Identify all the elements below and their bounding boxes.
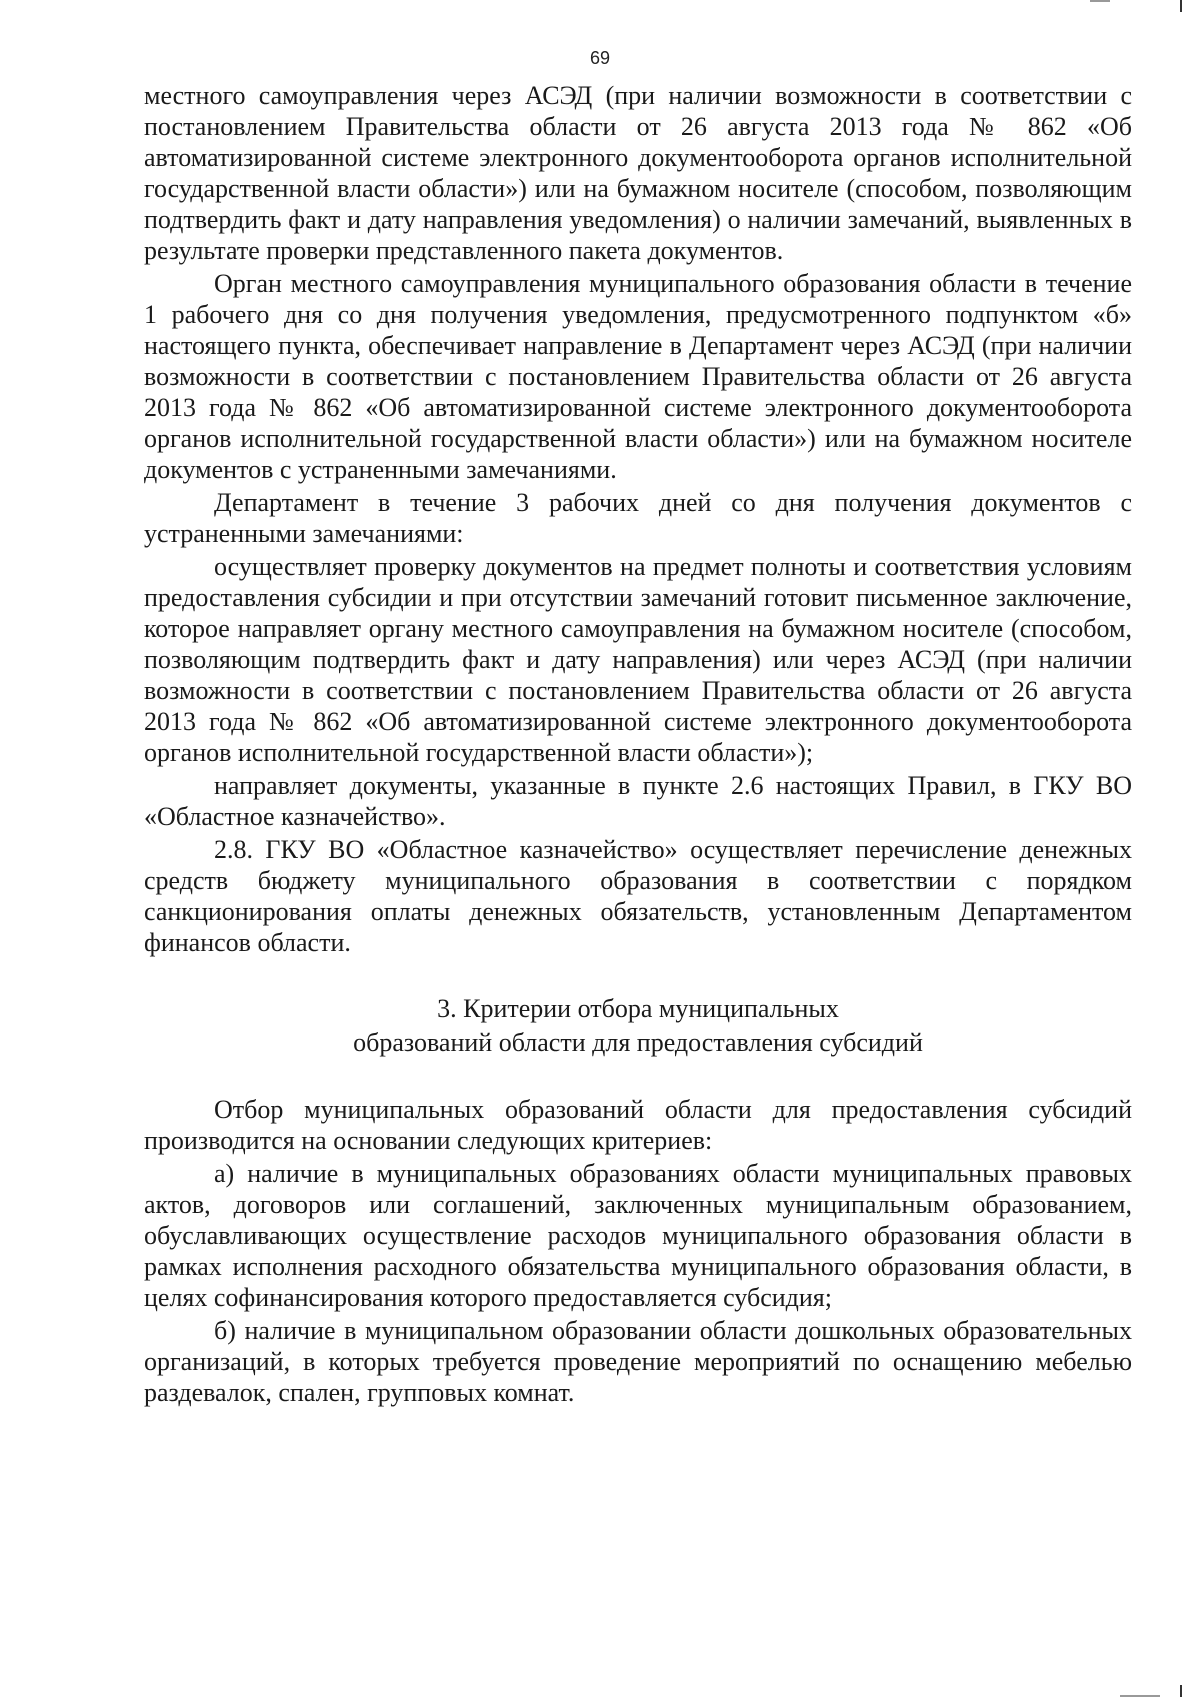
- section-heading-line-2: образований области для предоставления субсидий: [353, 1028, 923, 1057]
- paragraph-forwarding: направляет документы, указанные в пункте 2.6 настоящих Правил, в ГКУ ВО «Областное казначейство».: [144, 771, 1132, 831]
- section-heading-line-1: 3. Критерии отбора муниципальных: [437, 994, 839, 1023]
- paragraph-local-authority: Орган местного самоуправления муниципального образования области в течение 1 рабочего дня со дня получения уведомления, предусмотренного подпунктом «б» настоящего пункта, обеспечивает направление в Департамент через АСЭД (при наличии возможности в соответствии с постановлением Правительства области от 26 августа 2013 года № 862 «Об автоматизированной системе электронного документооборота органов исполнительной государственной власти области») или на бумажном носителе документов с устраненными замечаниями.: [144, 269, 1132, 484]
- section-heading: [144, 992, 1132, 1060]
- scan-artifact: [1180, 0, 1182, 12]
- page-number: 69: [589, 48, 611, 68]
- paragraph-criterion-a: а) наличие в муниципальных образованиях области муниципальных правовых актов, договоров или соглашений, заключенных муниципальным образованием, обуславливающих осуществление расходов муниципального образования области в рамках исполнения расходного обязательства муниципального образования области, в целях софинансирования которого предоставляется субсидия;: [144, 1159, 1132, 1312]
- paragraph-continuation: местного самоуправления через АСЭД (при наличии возможности в соответствии с постановлением Правительства области от 26 августа 2013 года № 862 «Об автоматизированной системе электронного документооборота органов исполнительной государственной власти области») или на бумажном носителе (способом, позволяющим подтвердить факт и дату направления уведомления) о наличии замечаний, выявленных в результате проверки представленного пакета документов.: [144, 81, 1132, 265]
- scan-artifact: [1090, 0, 1110, 2]
- paragraph-verification: осуществляет проверку документов на предмет полноты и соответствия условиям предоставления субсидии и при отсутствии замечаний готовит письменное заключение, которое направляет органу местного самоуправления на бумажном носителе (способом, позволяющим подтвердить факт и дату направления) или через АСЭД (при наличии возможности в соответствии с постановлением Правительства области от 26 августа 2013 года № 862 «Об автоматизированной системе электронного документооборота органов исполнительной государственной власти области»);: [144, 552, 1132, 767]
- scan-artifact: [1180, 1685, 1182, 1697]
- paragraph-selection-intro: Отбор муниципальных образований области для предоставления субсидий производится на основании следующих критериев:: [144, 1095, 1132, 1155]
- paragraph-criterion-b: б) наличие в муниципальном образовании области дошкольных образовательных организаций, в которых требуется проведение мероприятий по оснащению мебелью раздевалок, спален, групповых комнат.: [144, 1316, 1132, 1407]
- document-body: [144, 80, 1132, 1410]
- paragraph-department: Департамент в течение 3 рабочих дней со дня получения документов с устраненными замечаниями:: [144, 488, 1132, 548]
- paragraph-2-8: 2.8. ГКУ ВО «Областное казначейство» осуществляет перечисление денежных средств бюджету муниципального образования в соответствии с порядком санкционирования оплаты денежных обязательств, установленным Департаментом финансов области.: [144, 835, 1132, 957]
